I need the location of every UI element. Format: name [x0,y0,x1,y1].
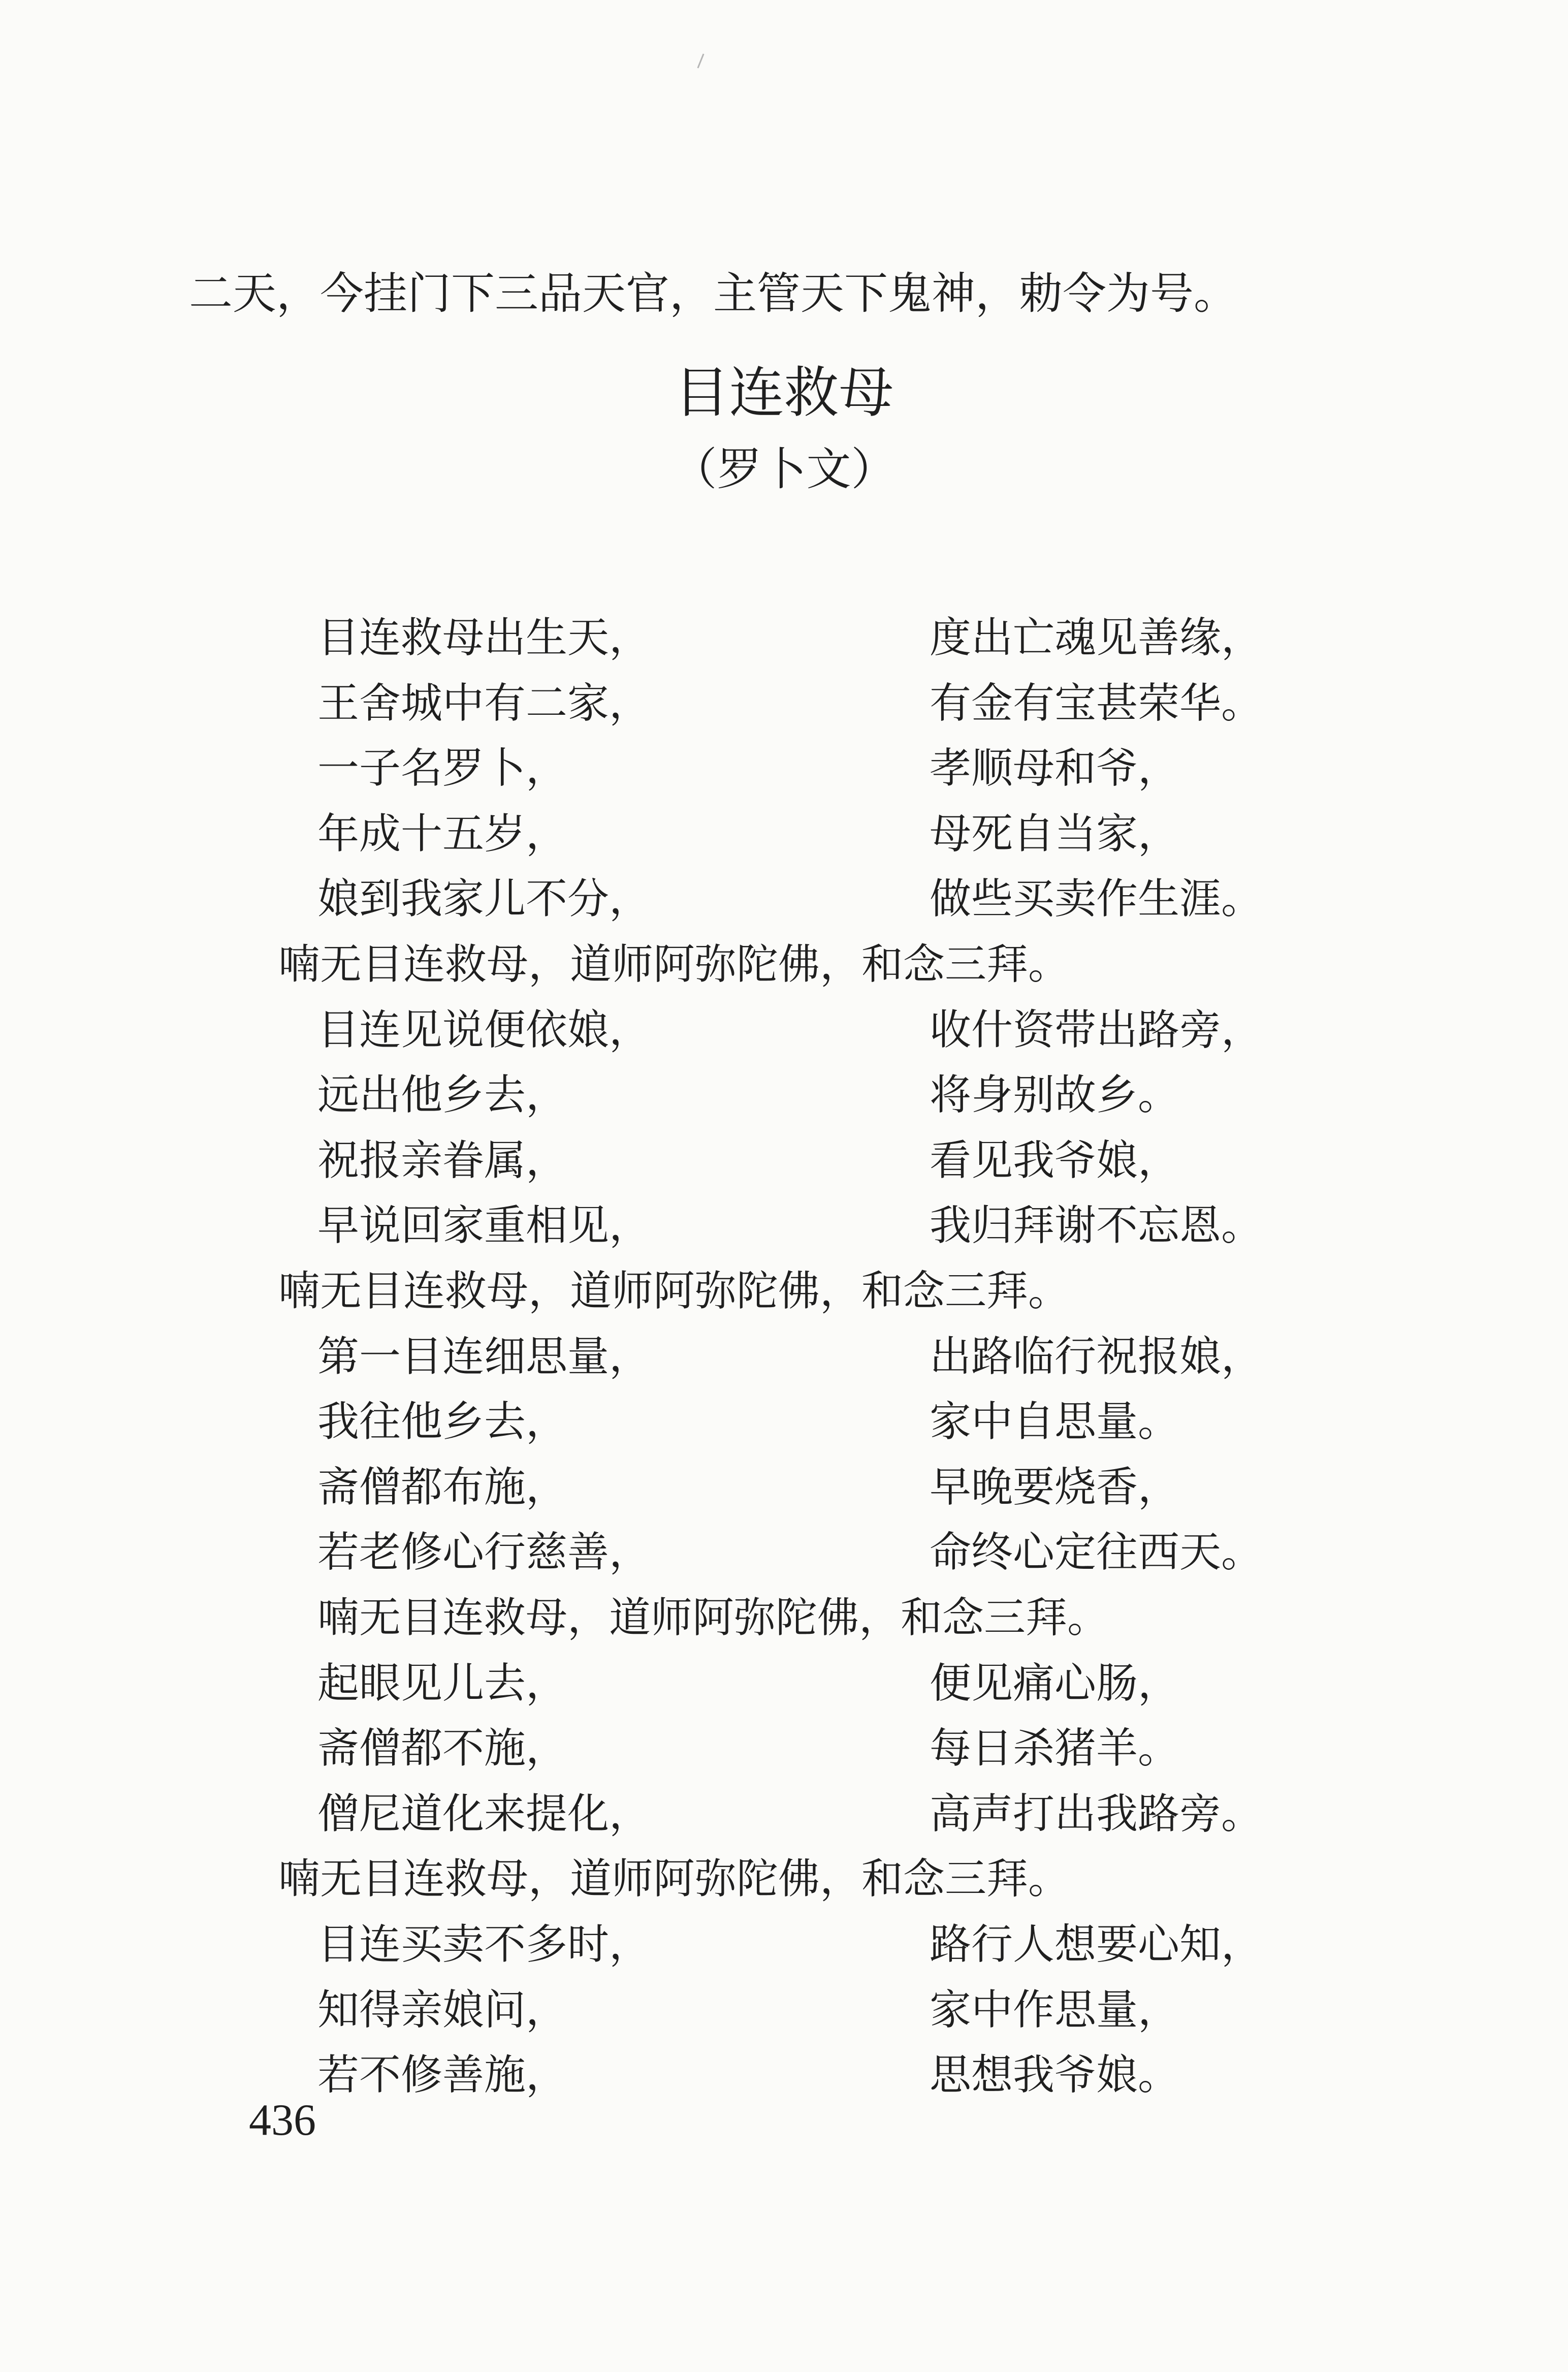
poem-line-right: 收什资带出路旁， [930,1006,1263,1054]
poem-line-left: 僧尼道化来提化， [317,1790,651,1838]
poem-line-left: 远出他乡去， [317,1071,568,1119]
page-number: 436 [249,2096,316,2145]
poem-line-left: 第一目连细思量， [317,1333,651,1381]
poem-title: 目连救母 [674,361,894,425]
poem-line-left: 娘到我家儿不分， [317,875,651,923]
poem-line-right: 命终心定往西天。 [930,1528,1263,1576]
poem-line-right: 家中自思量。 [930,1398,1180,1446]
intro-line: 二天，今挂门下三品天官，主管天下鬼神，勅令为号。 [189,268,1237,319]
poem-line-left: 我往他乡去， [317,1398,568,1446]
poem-line-right: 做些买卖作生涯。 [930,875,1263,923]
poem-line-left: 一子名罗卜， [317,744,568,793]
poem-refrain: 喃无目连救母，道师阿弥陀佛，和念三拜。 [278,1855,1070,1903]
poem-line-right: 有金有宝甚荣华。 [930,679,1263,728]
poem-subtitle: （罗卜文） [672,443,896,495]
poem-line-left: 起眼见儿去， [317,1659,568,1707]
poem-line-right: 孝顺母和爷， [930,744,1180,793]
poem-line-right: 出路临行祝报娘， [930,1333,1263,1381]
poem-line-right: 高声打出我路旁。 [930,1790,1263,1838]
poem-line-right: 家中作思量， [930,1986,1180,2034]
poem-line-right: 将身别故乡。 [930,1071,1180,1119]
poem-line-right: 我归拜谢不忘恩。 [930,1201,1263,1250]
poem-line-left: 早说回家重相见， [317,1201,651,1250]
poem-line-left: 目连救母出生天， [317,614,651,662]
poem-line-left: 年成十五岁， [317,810,568,858]
poem-line-left: 王舍城中有二家， [317,679,651,728]
poem-line-right: 每日杀猪羊。 [930,1724,1180,1773]
poem-line-left: 若不修善施， [317,2051,568,2099]
poem-line-left: 斋僧都不施， [317,1724,568,1773]
poem-line-left: 目连买卖不多时， [317,1920,651,1969]
poem-line-left: 目连见说便依娘， [317,1006,651,1054]
poem-line-left: 若老修心行慈善， [317,1528,651,1576]
poem-line-right: 便见痛心肠， [930,1659,1180,1707]
poem-line-right: 母死自当家， [930,810,1180,858]
poem-line-left: 斋僧都布施， [317,1463,568,1511]
poem-line-left: 祝报亲眷属， [317,1136,568,1185]
poem-line-right: 度出亡魂见善缘， [930,614,1263,662]
poem-line-right: 思想我爷娘。 [930,2051,1180,2099]
poem-refrain: 喃无目连救母，道师阿弥陀佛，和念三拜。 [317,1594,1109,1642]
poem-refrain: 喃无目连救母，道师阿弥陀佛，和念三拜。 [278,1267,1070,1315]
poem-line-right: 看见我爷娘， [930,1136,1180,1185]
poem-line-left: 知得亲娘问， [317,1986,568,2034]
poem-line-right: 早晚要烧香， [930,1463,1180,1511]
poem-refrain: 喃无目连救母，道师阿弥陀佛，和念三拜。 [278,940,1070,989]
poem-line-right: 路行人想要心知， [930,1920,1263,1969]
